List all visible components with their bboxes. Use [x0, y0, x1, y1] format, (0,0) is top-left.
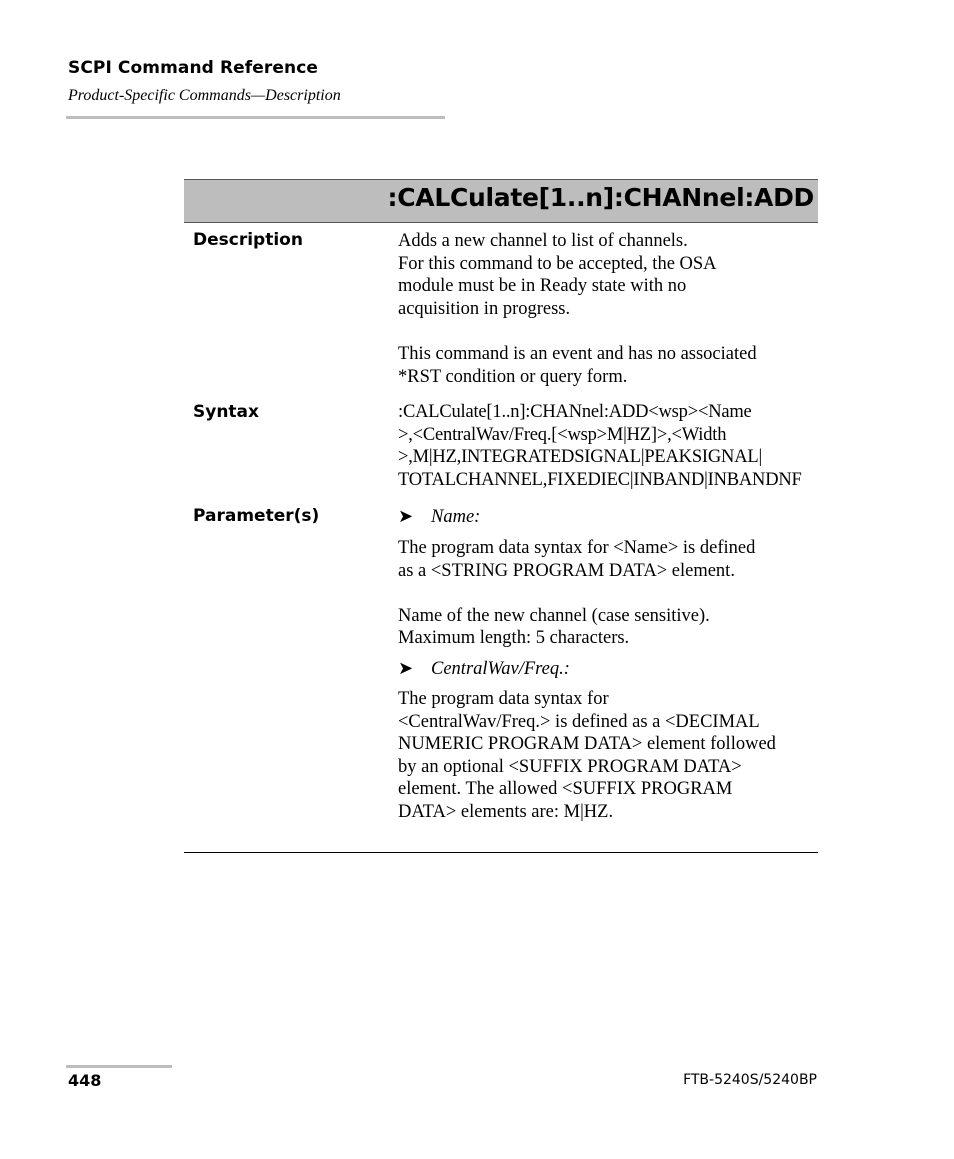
command-title-bar: [184, 179, 818, 223]
bullet-arrow-icon: ➤: [398, 658, 414, 678]
command-title: :CALCulate[1..n]:CHANnel:ADD: [387, 183, 814, 212]
parameter-name: CentralWav/Freq.:: [431, 659, 570, 679]
parameter-description: The program data syntax for <CentralWav/Freq.> is defined as a <DECIMAL NUMERIC PROGRAM DATA> element followed by an optional <SUFFIX PROGRAM DATA> element. The allowed <SUFFIX PROGRAM DATA> elements are: M|HZ.: [398, 689, 776, 822]
parameters-label: Parameter(s): [193, 506, 320, 526]
parameter-description: The program data syntax for <Name> is defined as a <STRING PROGRAM DATA> element. Name of the new channel (case sensitive). Maximum length: 5 characters.: [398, 538, 756, 649]
product-name: FTB-5240S/5240BP: [683, 1072, 817, 1088]
description-text: Adds a new channel to list of channels. For this command to be accepted, the OSA module must be in Ready state with no acquisition in progress. This command is an event and has no associated *RST condition or query form.: [398, 231, 757, 387]
syntax-label: Syntax: [193, 402, 259, 422]
page-number: 448: [68, 1071, 102, 1090]
running-header-title: SCPI Command Reference: [68, 58, 319, 78]
parameter-name-item: [398, 658, 570, 680]
header-divider: [66, 116, 445, 119]
syntax-text: :CALCulate[1..n]:CHANnel:ADD<wsp><Name >,<CentralWav/Freq.[<wsp>M|HZ]>,<Width >,M|HZ,INTEGRATEDSIGNAL|PEAKSIGNAL| TOTALCHANNEL,FIXEDIEC|INBAND|INBANDNF: [398, 402, 802, 490]
bullet-arrow-icon: ➤: [398, 506, 414, 526]
parameter-name-item: [398, 506, 480, 528]
footer-divider: [66, 1065, 172, 1068]
running-header-subtitle: Product-Specific Commands—Description: [68, 87, 341, 104]
description-label: Description: [193, 230, 303, 250]
parameter-name: Name:: [431, 507, 481, 527]
table-bottom-divider: [184, 852, 818, 853]
